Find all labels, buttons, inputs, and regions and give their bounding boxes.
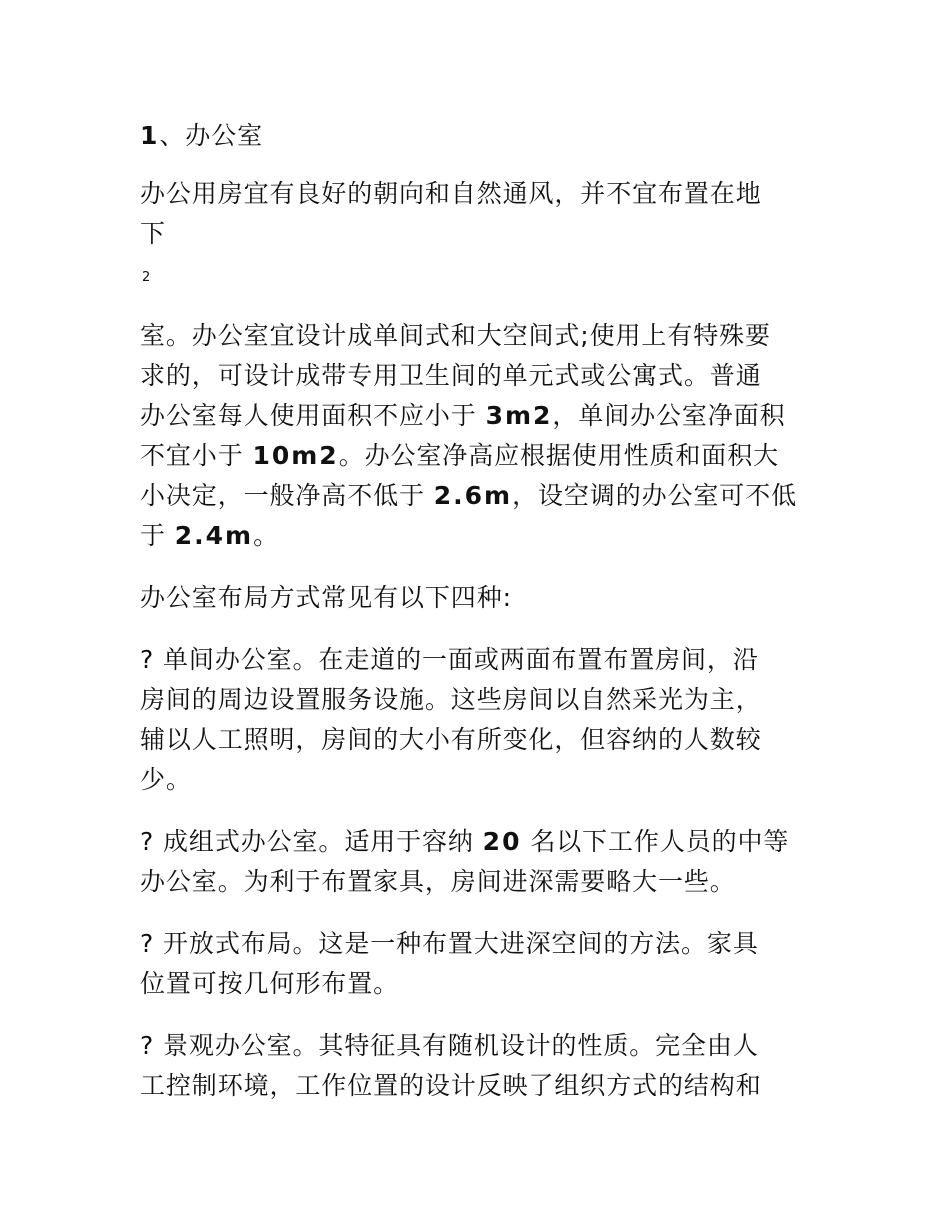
section-number: 1 xyxy=(140,121,160,150)
value-per-person-area: 3m2 xyxy=(485,401,553,430)
value-net-height: 2.6m xyxy=(433,481,513,510)
value-ac-height: 2.4m xyxy=(174,521,254,550)
paragraph-office-design xyxy=(140,316,820,556)
text-line xyxy=(140,516,820,556)
list-item-landscape-office xyxy=(140,1026,820,1106)
text-line: 少。 xyxy=(140,765,192,794)
text-line: 求的，可设计成带专用卫生间的单元式或公寓式。普通 xyxy=(140,361,762,390)
page-marker: 2 xyxy=(142,270,151,285)
text-run: 。办公室净高应根据使用性质和面积大 xyxy=(338,441,780,470)
text-run: ，单间办公室净面积 xyxy=(552,401,786,430)
text-run: 名以下工作人员的中等 xyxy=(521,827,790,856)
text-run: 小决定，一般净高不低于 xyxy=(140,481,434,510)
section-title: 、办公室 xyxy=(159,121,264,150)
document-body xyxy=(140,116,820,1128)
section-heading xyxy=(140,116,820,156)
text-run: ，设空调的办公室可不低 xyxy=(512,481,797,510)
value-single-office-area: 10m2 xyxy=(252,441,339,470)
text-run: 不宜小于 xyxy=(140,441,253,470)
text-line xyxy=(140,436,820,476)
text-run: 办公室每人使用面积不应小于 xyxy=(140,401,486,430)
text-run: ? 成组式办公室。适用于容纳 xyxy=(140,827,483,856)
text-line: 室。办公室宜设计成单间式和大空间式;使用上有特殊要 xyxy=(140,321,771,350)
text-run: 。 xyxy=(253,521,279,550)
text-line: 办公室布局方式常见有以下四种: xyxy=(140,583,512,612)
text-line: 办公室。为利于布置家具，房间进深需要略大一些。 xyxy=(140,867,736,896)
text-line xyxy=(140,396,820,436)
text-line: ? 开放式布局。这是一种布置大进深空间的方法。家具 xyxy=(140,929,759,958)
text-line: 下 xyxy=(140,219,166,248)
text-line: ? 单间办公室。在走道的一面或两面布置布置房间，沿 xyxy=(140,645,759,674)
list-item-open-layout xyxy=(140,924,820,1004)
text-line: ? 景观办公室。其特征具有随机设计的性质。完全由人 xyxy=(140,1031,759,1060)
text-line xyxy=(140,476,820,516)
text-line: 房间的周边设置服务设施。这些房间以自然采光为主， xyxy=(140,685,762,714)
text-line: 办公用房宜有良好的朝向和自然通风，并不宜布置在地 xyxy=(140,179,762,208)
text-line: 辅以人工照明，房间的大小有所变化，但容纳的人数较 xyxy=(140,725,762,754)
list-item-single-office xyxy=(140,640,820,800)
text-run: 于 xyxy=(140,521,175,550)
text-line: 工控制环境，工作位置的设计反映了组织方式的结构和 xyxy=(140,1071,762,1100)
text-line xyxy=(140,822,820,862)
text-line: 位置可按几何形布置。 xyxy=(140,969,400,998)
paragraph-layout-intro xyxy=(140,578,820,618)
paragraph-orientation xyxy=(140,174,820,254)
list-item-group-office xyxy=(140,822,820,902)
value-staff-count: 20 xyxy=(482,827,522,856)
